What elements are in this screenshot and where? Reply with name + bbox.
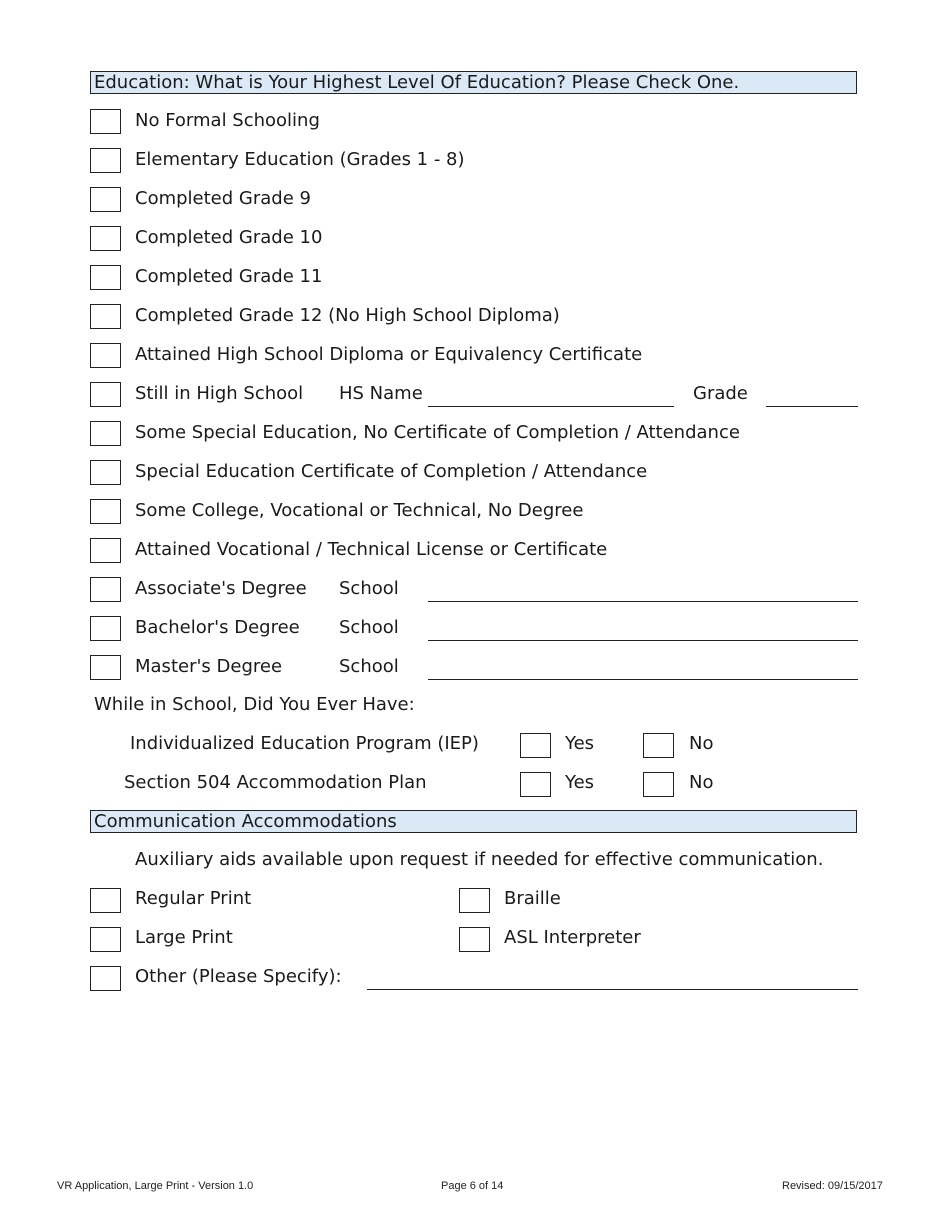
- option-label: Attained High School Diploma or Equivalency Certificate: [135, 344, 643, 365]
- option-label: No Formal Schooling: [135, 110, 320, 131]
- checkbox-some-college[interactable]: [90, 499, 121, 524]
- school-history-question: While in School, Did You Ever Have:: [94, 694, 415, 715]
- option-label: Completed Grade 11: [135, 266, 323, 287]
- checkbox-regular-print[interactable]: [90, 888, 121, 913]
- checkbox-completed-grade-11[interactable]: [90, 265, 121, 290]
- hs-name-label: HS Name: [339, 383, 423, 404]
- checkbox-some-special-education[interactable]: [90, 421, 121, 446]
- checkbox-high-school-diploma[interactable]: [90, 343, 121, 368]
- other-specify-field[interactable]: [367, 989, 858, 990]
- checkbox-completed-grade-9[interactable]: [90, 187, 121, 212]
- footer-page-number: Page 6 of 14: [441, 1180, 504, 1192]
- checkbox-masters-degree[interactable]: [90, 655, 121, 680]
- masters-school-field[interactable]: [428, 679, 858, 680]
- checkbox-iep-no[interactable]: [643, 733, 674, 758]
- checkbox-elementary-education[interactable]: [90, 148, 121, 173]
- checkbox-asl-interpreter[interactable]: [459, 927, 490, 952]
- option-label: Associate's Degree: [135, 578, 307, 599]
- option-label: Some College, Vocational or Technical, No Degree: [135, 500, 584, 521]
- option-label: ASL Interpreter: [504, 927, 641, 948]
- section-504-label: Section 504 Accommodation Plan: [124, 772, 427, 793]
- checkbox-504-yes[interactable]: [520, 772, 551, 797]
- option-label: Braille: [504, 888, 561, 909]
- option-label: Bachelor's Degree: [135, 617, 300, 638]
- school-label: School: [339, 656, 399, 677]
- education-section-header: Education: What is Your Highest Level Of Education? Please Check One.: [90, 71, 857, 94]
- no-label: No: [689, 772, 714, 793]
- yes-label: Yes: [565, 772, 595, 793]
- hs-name-field[interactable]: [428, 406, 674, 407]
- school-label: School: [339, 617, 399, 638]
- option-label: Master's Degree: [135, 656, 283, 677]
- communication-section-header: Communication Accommodations: [90, 810, 857, 833]
- no-label: No: [689, 733, 714, 754]
- bachelors-school-field[interactable]: [428, 640, 858, 641]
- option-label: Completed Grade 9: [135, 188, 311, 209]
- checkbox-braille[interactable]: [459, 888, 490, 913]
- checkbox-no-formal-schooling[interactable]: [90, 109, 121, 134]
- option-label: Completed Grade 12 (No High School Diploma): [135, 305, 560, 326]
- checkbox-special-education-certificate[interactable]: [90, 460, 121, 485]
- checkbox-other[interactable]: [90, 966, 121, 991]
- checkbox-associates-degree[interactable]: [90, 577, 121, 602]
- school-label: School: [339, 578, 399, 599]
- checkbox-504-no[interactable]: [643, 772, 674, 797]
- grade-field[interactable]: [766, 406, 858, 407]
- option-label: Elementary Education (Grades 1 - 8): [135, 149, 465, 170]
- option-label: Regular Print: [135, 888, 252, 909]
- footer-revised-date: Revised: 09/15/2017: [782, 1180, 883, 1192]
- yes-label: Yes: [565, 733, 595, 754]
- option-label: Large Print: [135, 927, 233, 948]
- auxiliary-aids-note: Auxiliary aids available upon request if needed for effective communication.: [135, 849, 824, 870]
- option-label: Some Special Education, No Certificate of Completion / Attendance: [135, 422, 740, 443]
- checkbox-bachelors-degree[interactable]: [90, 616, 121, 641]
- option-label: Attained Vocational / Technical License or Certificate: [135, 539, 608, 560]
- option-label: Special Education Certificate of Completion / Attendance: [135, 461, 648, 482]
- grade-label: Grade: [693, 383, 748, 404]
- option-label: Still in High School: [135, 383, 304, 404]
- checkbox-still-in-high-school[interactable]: [90, 382, 121, 407]
- checkbox-completed-grade-12[interactable]: [90, 304, 121, 329]
- associates-school-field[interactable]: [428, 601, 858, 602]
- checkbox-iep-yes[interactable]: [520, 733, 551, 758]
- footer-version: VR Application, Large Print - Version 1.0: [57, 1180, 254, 1192]
- checkbox-vocational-license[interactable]: [90, 538, 121, 563]
- iep-label: Individualized Education Program (IEP): [130, 733, 479, 754]
- checkbox-large-print[interactable]: [90, 927, 121, 952]
- option-label: Completed Grade 10: [135, 227, 323, 248]
- checkbox-completed-grade-10[interactable]: [90, 226, 121, 251]
- option-label: Other (Please Specify):: [135, 966, 342, 987]
